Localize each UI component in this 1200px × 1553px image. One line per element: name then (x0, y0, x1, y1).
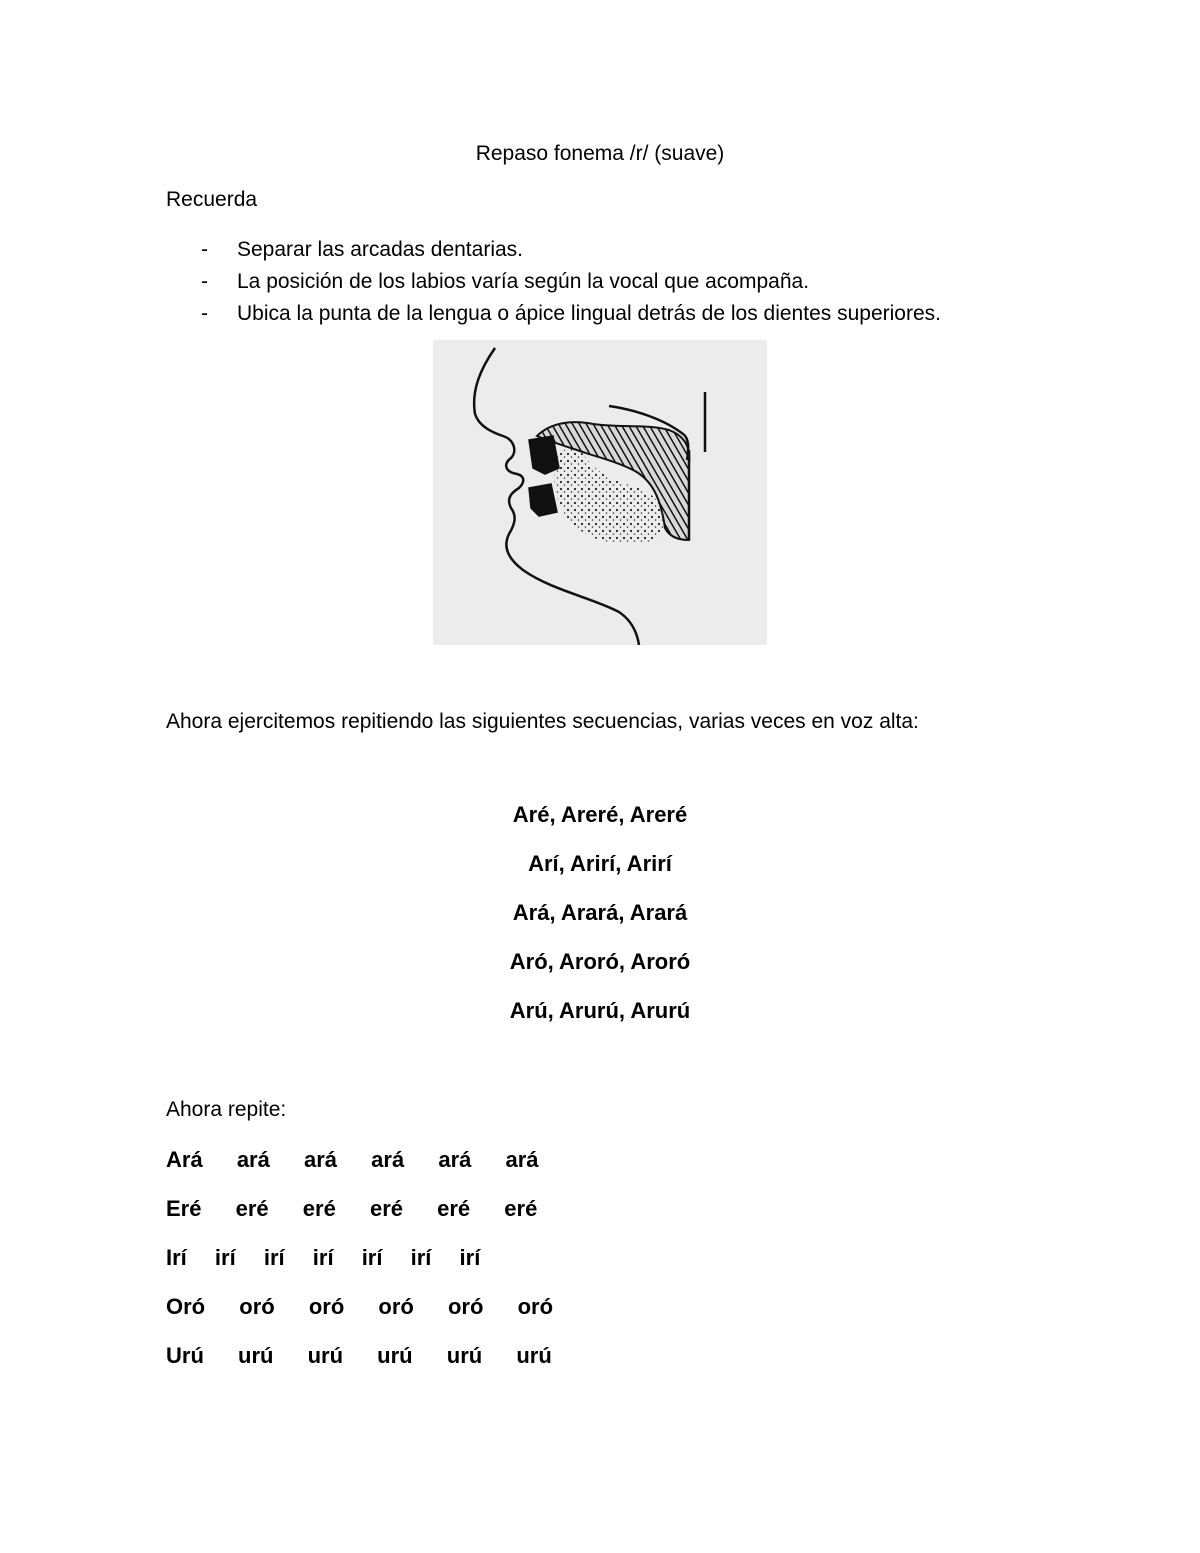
drill-syllable: urú (377, 1343, 413, 1368)
drill-syllable: eré (302, 1196, 336, 1221)
drill-syllable: ará (505, 1147, 539, 1172)
reminder-list (166, 234, 941, 330)
drill-syllable: urú (238, 1343, 274, 1368)
drill-syllable: eré (437, 1196, 471, 1221)
drill-syllable: urú (307, 1343, 344, 1368)
drill-syllable: ará (236, 1147, 270, 1172)
exercise-instruction: Ahora ejercitemos repitiendo las siguientes secuencias, varias veces en voz alta: (166, 710, 919, 733)
repeat-label: Ahora repite: (166, 1098, 287, 1121)
reminder-text: Ubica la punta de la lengua o ápice lingual detrás de los dientes superiores. (237, 302, 941, 325)
drill-syllable: irí (410, 1245, 432, 1270)
drill-syllable: ará (438, 1147, 472, 1172)
drill-syllable: irí (312, 1245, 334, 1270)
drill-syllable: oró (517, 1294, 554, 1319)
drill-row-iri (166, 1241, 581, 1290)
drill-syllable: irí (459, 1245, 481, 1270)
sequence-item: Arí, Arirí, Arirí (528, 851, 672, 876)
drill-row-uru (166, 1339, 581, 1388)
drill-syllable: eré (504, 1196, 538, 1221)
drill-row-ere (166, 1192, 581, 1241)
drill-syllable: urú (516, 1343, 552, 1368)
drill-row-ara (166, 1143, 581, 1192)
sequence-item: Aré, Areré, Areré (512, 802, 688, 827)
drill-syllable: urú (446, 1343, 483, 1368)
reminder-item (166, 298, 941, 330)
drill-syllable: oró (239, 1294, 275, 1319)
drill-syllable: oró (308, 1294, 345, 1319)
drill-row-oro (166, 1290, 581, 1339)
drill-syllable: Oró (166, 1294, 206, 1319)
drill-syllable: eré (369, 1196, 403, 1221)
reminder-item (166, 234, 941, 266)
drill-syllable: ará (303, 1147, 338, 1172)
drill-syllable: Ará (166, 1147, 203, 1172)
bullet-marker: - (201, 270, 208, 293)
drill-syllable: oró (378, 1294, 414, 1319)
drill-syllable: Irí (166, 1245, 187, 1270)
drill-syllable: ará (371, 1147, 405, 1172)
bullet-marker: - (201, 238, 208, 261)
reminder-text: La posición de los labios varía según la vocal que acompaña. (237, 270, 810, 293)
reminder-item (166, 266, 941, 298)
upper-teeth-shape (529, 436, 559, 474)
mouth-profile-illustration (433, 340, 767, 645)
reminder-text: Separar las arcadas dentarias. (237, 238, 523, 261)
sequence-item: Aró, Aroró, Aroró (509, 949, 691, 974)
drill-syllable: oró (447, 1294, 484, 1319)
sequence-item: Ará, Arará, Arará (512, 900, 688, 925)
drill-list (166, 1143, 581, 1388)
drill-syllable: irí (361, 1245, 383, 1270)
articulation-diagram (433, 340, 767, 645)
lower-teeth-shape (529, 484, 557, 516)
page-title: Repaso fonema /r/ (suave) (475, 142, 725, 165)
drill-syllable: irí (214, 1245, 236, 1270)
drill-syllable: Urú (166, 1343, 204, 1368)
bullet-marker: - (201, 302, 208, 325)
section-heading-recuerda: Recuerda (166, 188, 258, 211)
sequence-item: Arú, Arurú, Arurú (509, 998, 691, 1023)
sequence-list (0, 798, 1200, 1043)
drill-syllable: irí (263, 1245, 285, 1270)
drill-syllable: Eré (166, 1196, 202, 1221)
drill-syllable: eré (235, 1196, 269, 1221)
